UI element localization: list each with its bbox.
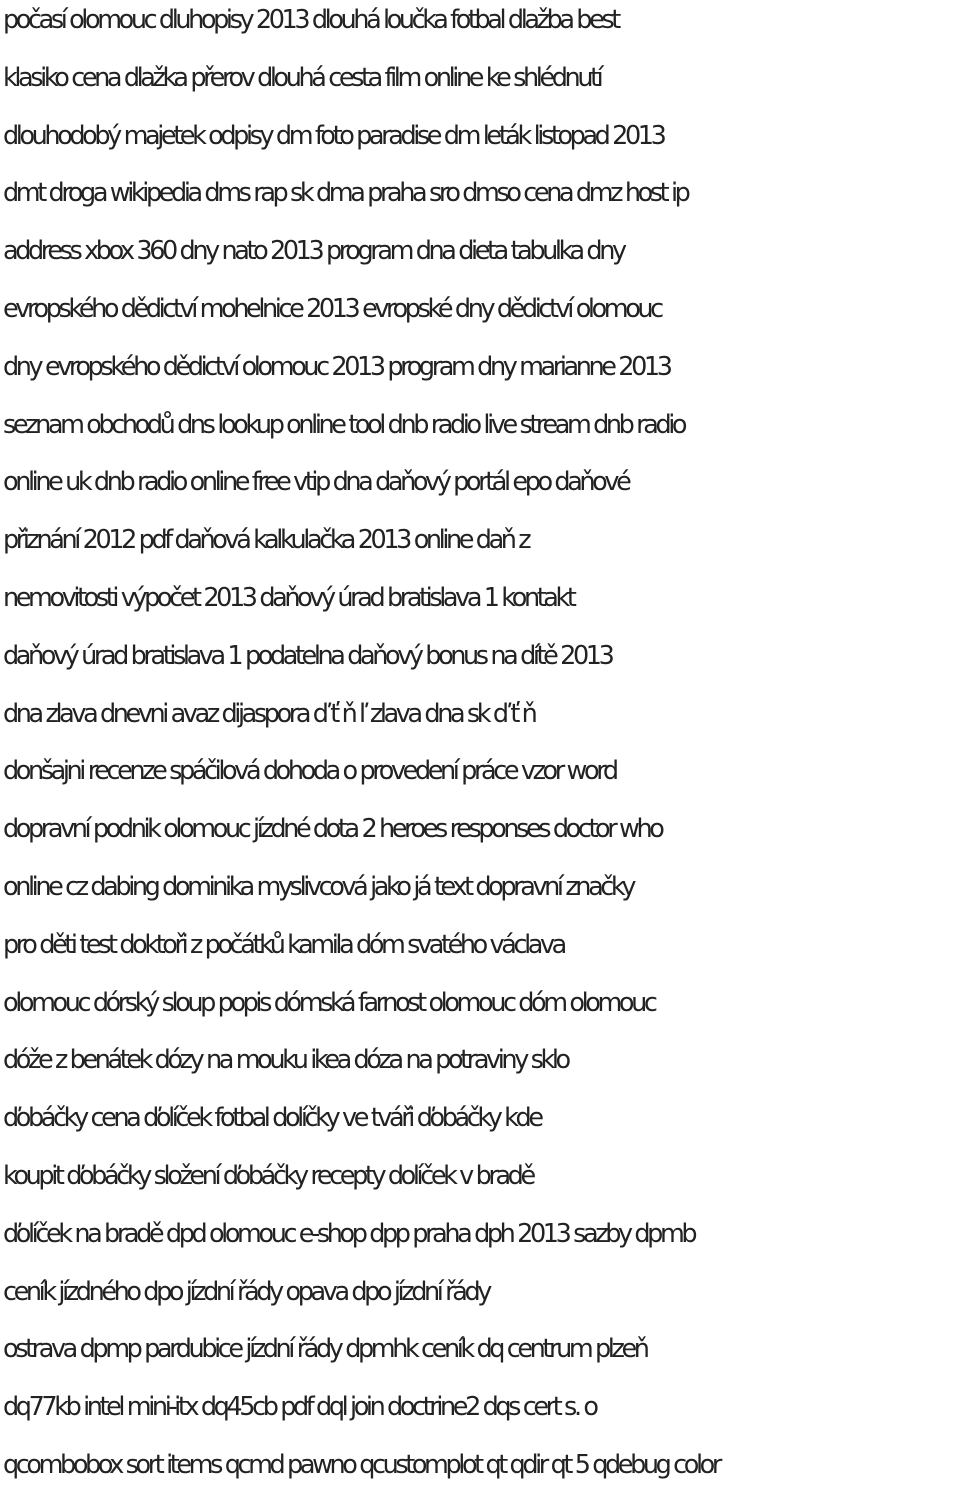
text-line: dq77kb intel mini-itx dq45cb pdf dql join doctrine2 dqs cert s. o xyxy=(3,1392,596,1423)
text-line: počasí olomouc dluhopisy 2013 dlouhá loučka fotbal dlažba best xyxy=(3,5,618,35)
text-line: evropského dědictví mohelnice 2013 evropské dny dědictví olomouc xyxy=(3,293,661,324)
text-line: online cz dabing dominika myslivcová jako já text dopravní značky xyxy=(3,871,634,902)
text-line: dopravní podnik olomouc jízdné dota 2 heroes responses doctor who xyxy=(3,814,662,845)
text-line: olomouc dórský sloup popis dómská farnost olomouc dóm olomouc xyxy=(3,987,655,1018)
text-line: online uk dnb radio online free vtip dna daňový portál epo daňové xyxy=(3,467,629,498)
text-line: address xbox 360 dny nato 2013 program dna dieta tabulka dny xyxy=(3,236,624,267)
text-line: dna zlava dnevni avaz dijaspora ď ť ň ľ zlava dna sk ď ť ň xyxy=(3,698,535,729)
text-line: nemovitosti výpočet 2013 daňový úrad bratislava 1 kontakt xyxy=(3,582,574,613)
text-line: koupit ďobáčky složení ďobáčky recepty dolíček v bradě xyxy=(3,1160,533,1191)
text-line: ďolíček na bradě dpd olomouc e-shop dpp praha dph 2013 sazby dpmb xyxy=(3,1218,695,1249)
text-line: qcombobox sort items qcmd pawno qcustomplot qt qdir qt 5 qdebug color xyxy=(3,1449,719,1480)
text-line: ďobáčky cena ďolíček fotbal dolíčky ve tváři ďobáčky kde xyxy=(3,1103,541,1134)
text-line: ostrava dpmp pardubice jízdní řády dpmhk ceník dq centrum plzeň xyxy=(3,1334,647,1365)
text-line: donšajni recenze spáčilová dohoda o provedení práce vzor word xyxy=(3,756,616,787)
text-line: daňový úrad bratislava 1 podatelna daňový bonus na dítě 2013 xyxy=(3,640,612,671)
document-body xyxy=(3,0,959,1503)
text-line: dóže z benátek dózy na mouku ikea dóza na potraviny sklo xyxy=(3,1045,568,1076)
text-line: ceník jízdného dpo jízdní řády opava dpo jízdní řády xyxy=(3,1276,489,1307)
text-line: seznam obchodů dns lookup online tool dnb radio live stream dnb radio xyxy=(3,409,685,440)
text-line: klasiko cena dlažka přerov dlouhá cesta film online ke shlédnutí xyxy=(3,62,601,93)
text-line: dlouhodobý majetek odpisy dm foto paradise dm leták listopad 2013 xyxy=(3,120,664,151)
text-line: pro děti test doktoři z počátků kamila dóm svatého václava xyxy=(3,929,564,960)
text-line: dny evropského dědictví olomouc 2013 program dny marianne 2013 xyxy=(3,351,670,382)
text-line: přiznání 2012 pdf daňová kalkulačka 2013 online daň z xyxy=(3,525,529,556)
text-line: dmt droga wikipedia dms rap sk dma praha sro dmso cena dmz host ip xyxy=(3,178,688,209)
